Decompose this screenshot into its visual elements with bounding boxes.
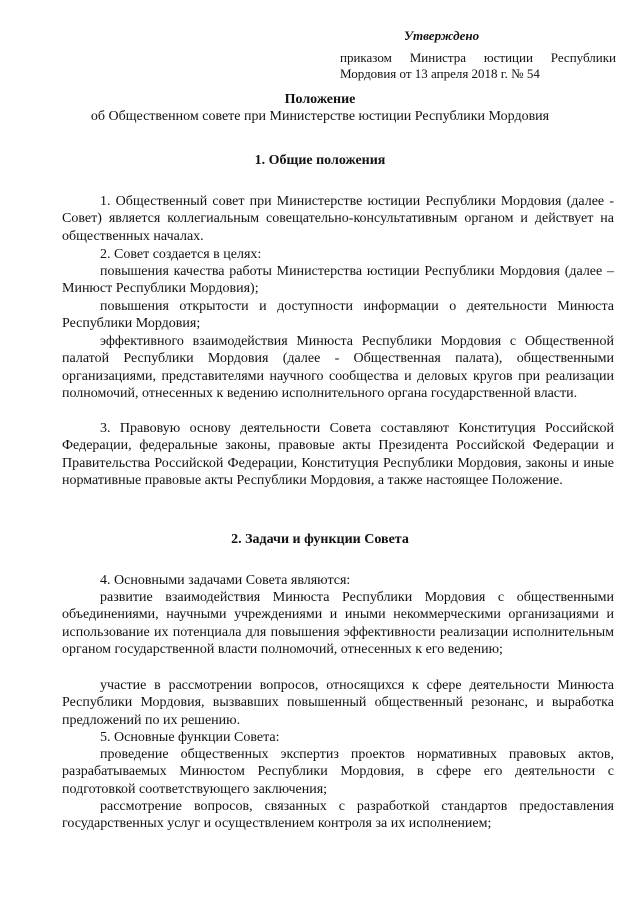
approval-order: приказом Министра юстиции Республики Мордовия от 13 апреля 2018 г. № 54 bbox=[340, 50, 616, 81]
task-item-participation: участие в рассмотрении вопросов, относящихся к сфере деятельности Минюста Республики Мордовия, вызвавших повышенный общественный резонанс, и выработка предложений по их решению. bbox=[62, 678, 614, 728]
paragraph-5: 5. Основные функции Совета: bbox=[100, 730, 280, 745]
goal-item-quality: повышения качества работы Министерства юстиции Республики Мордовия (далее – Минюст Республики Мордовия); bbox=[62, 264, 614, 297]
section-2-heading: 2. Задачи и функции Совета bbox=[231, 532, 409, 547]
paragraph-3: 3. Правовую основу деятельности Совета составляют Конституция Российской Федерации, федеральные законы, правовые акты Президента Российской Федерации и Правительства Российской Федерации, Конституция Республики Мордовия, законы и иные нормативные правовые акты Республики Мордовия, а также настоящее Положение. bbox=[62, 421, 614, 489]
paragraph-2: 2. Совет создается в целях: bbox=[100, 247, 262, 262]
task-item-development: развитие взаимодействия Минюста Республики Мордовия с общественными объединениями, научными учреждениями и иными некоммерческими организациями и использование их потенциала для повышения эффективности реализации исполнительным органом государственной власти полномочий, отнесенных к его ведению; bbox=[62, 590, 614, 658]
goal-item-interaction: эффективного взаимодействия Минюста Республики Мордовия с Общественной палатой Республики Мордовия (далее - Общественная палата), общественными организациями, представителями научного сообщества и деловых кругов при реализации полномочий, отнесенных к ведению исполнительного органа государственной власти. bbox=[62, 334, 614, 402]
document-title: Положение bbox=[284, 92, 356, 107]
approval-mark: Утверждено bbox=[404, 28, 480, 43]
section-1-heading: 1. Общие положения bbox=[254, 153, 386, 168]
document-subtitle: об Общественном совете при Министерстве юстиции Республики Мордовия bbox=[90, 109, 550, 124]
function-item-expertise: проведение общественных экспертиз проектов нормативных правовых актов, разрабатываемых Минюстом Республики Мордовия, в сфере его деятельности с подготовкой соответствующего заключения; bbox=[62, 747, 614, 797]
goal-item-openness: повышения открытости и доступности информации о деятельности Минюста Республики Мордовия; bbox=[62, 299, 614, 332]
function-item-standards: рассмотрение вопросов, связанных с разработкой стандартов предоставления государственных услуг и осуществлением контроля за их исполнением; bbox=[62, 799, 614, 832]
paragraph-1: 1. Общественный совет при Министерстве юстиции Республики Мордовия (далее - Совет) является коллегиальным совещательно-консультативным органом и действует на общественных началах. bbox=[62, 194, 614, 244]
paragraph-4: 4. Основными задачами Совета являются: bbox=[100, 573, 351, 588]
